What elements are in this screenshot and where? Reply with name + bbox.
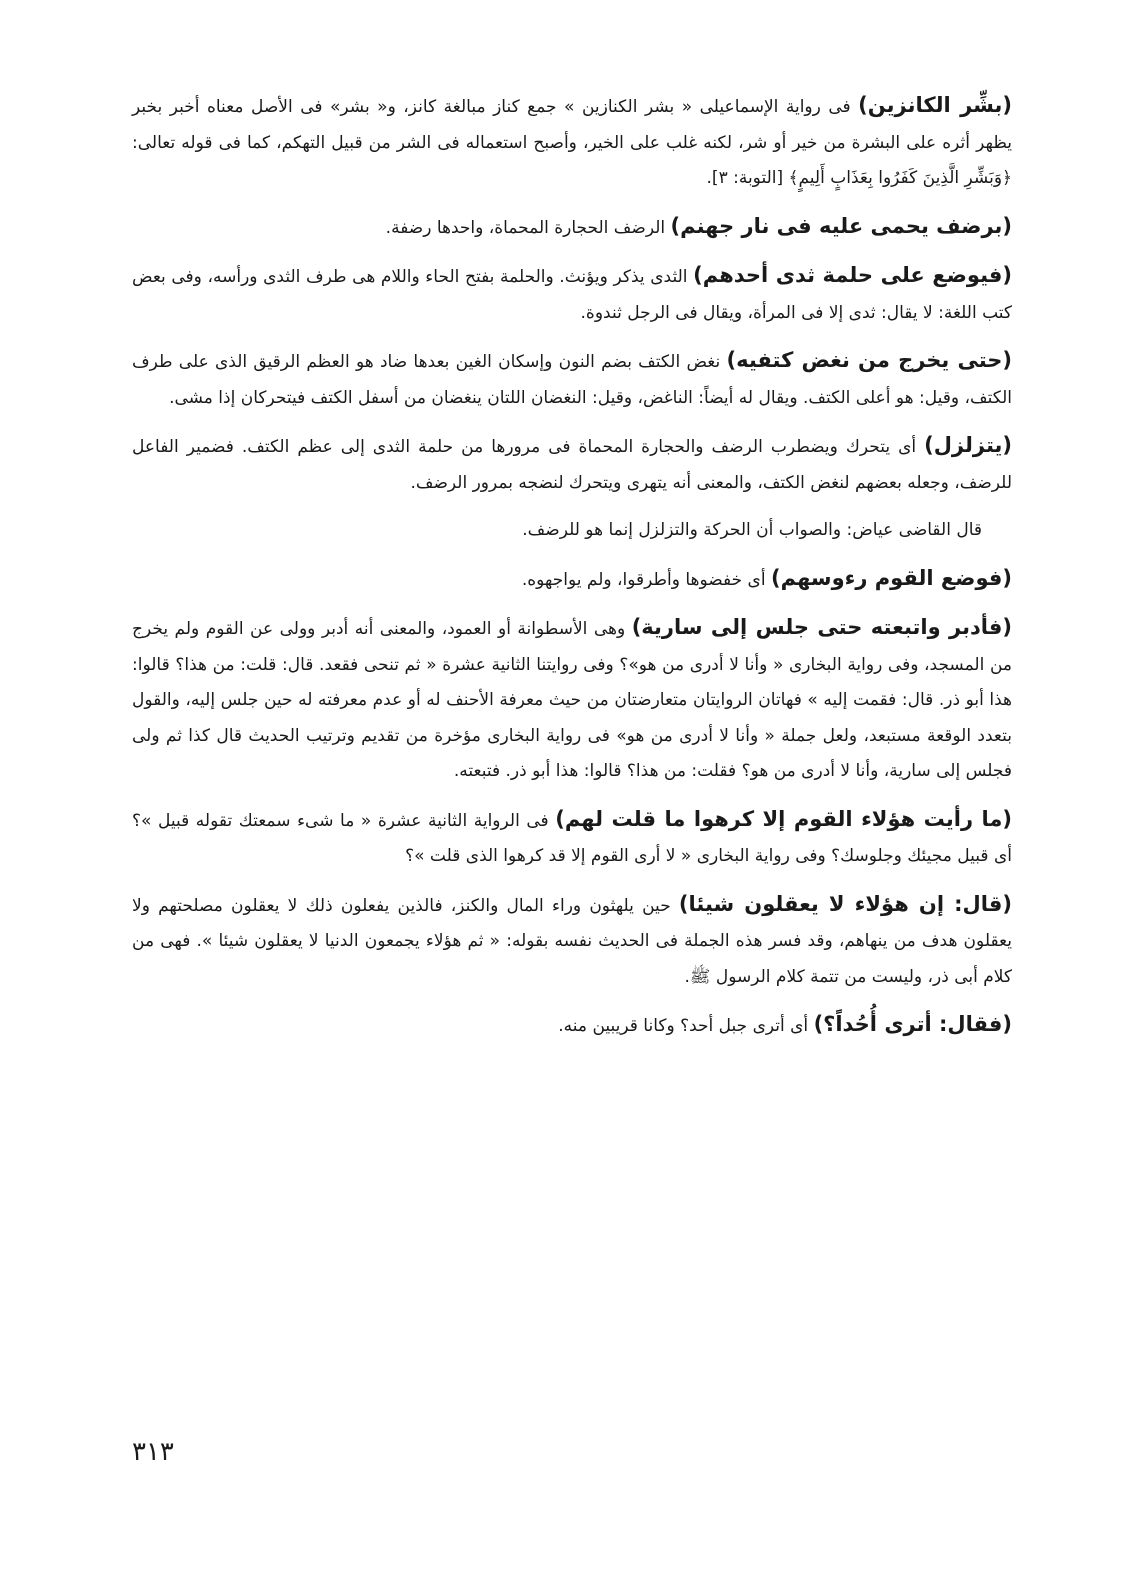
- paragraph-text: فى الرواية الثانية عشرة « ما شىء سمعتك تقوله قبيل »؟ أى قبيل مجيئك وجلوسك؟ وفى رواية البخارى « لا أرى القوم إلا قد كرهوا الذى قلت »؟: [132, 810, 1012, 866]
- paragraph-text: أى يتحرك ويضطرب الرضف والحجارة المحماة فى مرورها من حلمة الثدى إلى عظم الكتف. فضمير الفاعل للرضف، وجعله بعضهم لنغض الكتف، والمعنى أنه يتهرى ويتحرك لنضجه بمرور الرضف.: [132, 437, 1012, 493]
- paragraph-text: وهى الأسطوانة أو العمود، والمعنى أنه أدبر وولى عن القوم ولم يخرج من المسجد، وفى رواية البخارى « وأنا لا أدرى من هو»؟ وفى روايتنا الثانية عشرة « ثم تنحى فقعد. قال: قلت: من هذا؟ قالوا: هذا أبو ذر. قال: فقمت إليه » فهاتان الروايتان متعارضتان من حيث معرفة الأحنف له أو عدم معرفته له حين جلس إليه، والقول بتعدد الوقعة مستبعد، ولعل جملة « وأنا لا أدرى من هو» فى رواية البخارى مؤخرة من تقديم وترتيب الحديث قال كذا ثم ولى فجلس إلى سارية، وأنا لا أدرى من هو؟ فقلت: من هذا؟ قالوا: هذا أبو ذر. فتبعته.: [132, 619, 1012, 781]
- commentary-paragraph: [132, 561, 1012, 599]
- commentary-paragraph: [132, 343, 1012, 416]
- lemma-heading: (قال: إن هؤلاء لا يعقلون شيئا): [678, 891, 1012, 916]
- commentary-paragraph: [132, 887, 1012, 996]
- paragraph-text: قال القاضى عياض: والصواب أن الحركة والتزلزل إنما هو للرضف.: [522, 520, 982, 540]
- lemma-heading: (فوضع القوم رءوسهم): [771, 565, 1012, 590]
- paragraph-text: نغض الكتف بضم النون وإسكان الغين بعدها ضاد هو العظم الرقيق الذى على طرف الكتف، وقيل: هو أعلى الكتف. ويقال له أيضاً: الناغض، وقيل: النغضان اللتان ينغضان من أسفل الكتف فيتحركان إذا مشى.: [132, 352, 1012, 408]
- commentary-paragraph: [132, 1007, 1012, 1045]
- commentary-paragraph: [132, 209, 1012, 247]
- paragraph-text: حين يلهثون وراء المال والكنز، فالذين يفعلون ذلك لا يعقلون مصلحتهم ولا يعقلون هدف من ينهاهم، وقد فسر هذه الجملة فى الحديث نفسه بقوله: « ثم هؤلاء يجمعون الدنيا لا يعقلون شيئا ». فهى من كلام أبى ذر، وليست من تتمة كلام الرسول ﷺ.: [132, 895, 1012, 987]
- commentary-paragraph: [132, 258, 1012, 331]
- paragraph-text: أى أترى جبل أحد؟ وكانا قريبين منه.: [558, 1016, 814, 1036]
- commentary-paragraph: [132, 428, 1012, 501]
- lemma-heading: (ما رأيت هؤلاء القوم إلا كرهوا ما قلت لهم): [555, 806, 1012, 831]
- lemma-heading: (بشِّر الكانزين): [858, 93, 1012, 117]
- lemma-heading: (فأدبر واتبعته حتى جلس إلى سارية): [631, 615, 1012, 639]
- lemma-heading: (فيوضع على حلمة ثدى أحدهم): [693, 263, 1012, 287]
- commentary-paragraph: [132, 610, 1012, 790]
- lemma-heading: (برضف يحمى عليه فى نار جهنم): [670, 213, 1012, 238]
- lemma-heading: (يتزلزل): [924, 433, 1012, 457]
- paragraph-text: فى رواية الإسماعيلى « بشر الكنازين » جمع كناز مبالغة كانز، و« بشر» فى الأصل معناه أخبر بخبر يظهر أثره على البشرة من خير أو شر، لكنه غلب على الخير، وأصبح استعماله فى الشر من قبيل التهكم، كما فى قوله تعالى: ﴿وَبَشِّرِ الَّذِينَ كَفَرُوا بِعَذَابٍ أَلِيمٍ﴾ [التوبة: ٣].: [132, 97, 1012, 188]
- commentary-paragraph: [132, 802, 1012, 875]
- page-number: ٣١٣: [132, 1437, 174, 1467]
- paragraph-text: الثدى يذكر ويؤنث. والحلمة بفتح الحاء واللام هى طرف الثدى ورأسه، وفى بعض كتب اللغة: لا يقال: ثدى إلا فى المرأة، ويقال فى الرجل ثندوة.: [132, 267, 1012, 323]
- commentary-body: [132, 88, 1012, 1057]
- paragraph-text: أى خفضوها وأطرقوا، ولم يواجهوه.: [521, 569, 771, 590]
- lemma-heading: (حتى يخرج من نغض كتفيه): [726, 348, 1012, 372]
- commentary-paragraph: [132, 88, 1012, 197]
- lemma-heading: (فقال: أترى أُحُداً؟): [813, 1012, 1012, 1036]
- commentary-paragraph: [132, 513, 1012, 549]
- paragraph-text: الرضف الحجارة المحماة، واحدها رضفة.: [385, 217, 671, 238]
